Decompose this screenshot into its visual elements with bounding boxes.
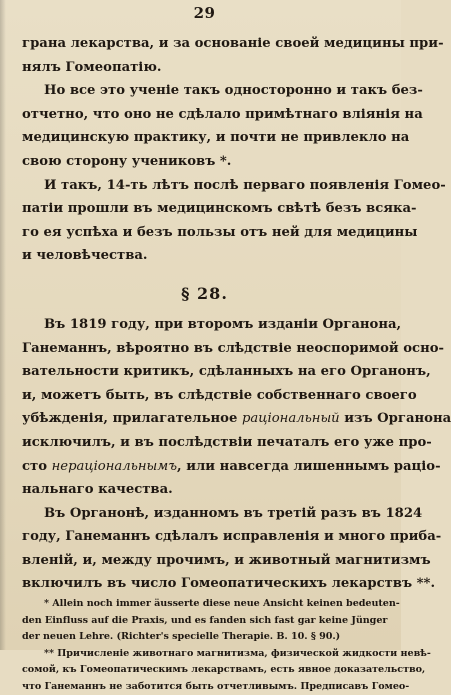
text-line: патіи прошли въ медицинскомъ свѣтѣ безъ всяка-	[22, 201, 417, 217]
text-line-with-emphasis	[22, 455, 441, 479]
text-line: и человѣчества.	[22, 248, 148, 264]
emphasis-word: раціональный	[241, 411, 340, 427]
footnote-line: ** Причисленіе животнаго магнитизма, физической жидкости невѣ-	[44, 647, 431, 659]
text-line: исключилъ, и въ послѣдствіи печаталъ его уже про-	[22, 434, 432, 450]
page-edge-shadow	[0, 0, 6, 650]
text-line: Въ Органонѣ, изданномъ въ третій разъ въ 1824	[44, 505, 423, 521]
text-line: Ганеманнъ, вѣроятно въ слѣдствіе неоспоримой осно-	[22, 340, 445, 356]
footnote-line: der neuen Lehre. (Richter's specielle Therapie. B. 10. § 90.)	[22, 631, 341, 643]
paragraph-1	[22, 32, 444, 79]
text-line: медицинскую практику, и почти не привлекло на	[22, 130, 410, 146]
text-line: вательности критикъ, сдѣланныхъ на его Органонъ,	[22, 364, 431, 380]
text-line: свою сторону учениковъ *.	[22, 153, 232, 169]
paragraph-2	[22, 79, 423, 173]
text-line: году, Ганеманнъ сдѣлалъ исправленія и много приба-	[22, 529, 442, 545]
page-number: 29	[193, 4, 216, 22]
text-line: Въ 1819 году, при второмъ изданіи Органона,	[44, 316, 402, 332]
text-line: го ея успѣха и безъ пользы отъ ней для медицины	[22, 224, 418, 240]
paragraph-5	[22, 502, 442, 596]
text-line: И такъ, 14-ть лѣтъ послѣ перваго появленія Гомео-	[44, 177, 446, 193]
text-line: отчетно, что оно не сдѣлало примѣтнаго вліянія на	[22, 106, 423, 122]
text-segment: убѣжденія, прилагательное	[22, 411, 242, 427]
text-line: грана лекарства, и за основаніе своей медицины при-	[22, 36, 444, 51]
footnote-line: сомой, къ Гомеопатическимъ лекарствамъ, есть явное доказательство,	[22, 664, 426, 676]
text-line: вленій, и, между прочимъ, и животный магнитизмъ	[22, 552, 431, 568]
text-line: Но все это ученіе такъ односторонно и такъ без-	[44, 83, 423, 99]
text-segment: сто	[22, 458, 52, 474]
emphasis-word: нераціональнымъ	[51, 458, 178, 474]
paragraph-3	[22, 174, 446, 268]
section-heading: § 28.	[181, 283, 228, 303]
text-segment: изъ Органона	[339, 411, 451, 427]
text-line: и, можетъ быть, въ слѣдствіе собственнаго своего	[22, 387, 417, 403]
paragraph-4	[22, 313, 451, 502]
footnote-line: что Ганеманнъ не заботится быть отчетливымъ. Предписавъ Гомео-	[22, 680, 410, 692]
footnotes	[22, 596, 431, 695]
text-line: нальнаго качества.	[22, 482, 173, 498]
text-segment: , или навсегда лишеннымъ раціо-	[177, 458, 441, 474]
footnote-line: den Einfluss auf die Praxis, und es fanden sich fast gar keine Jünger	[22, 614, 388, 626]
text-line-with-emphasis	[22, 407, 451, 431]
text-line: включилъ въ число Гомеопатическихъ лекарствъ **.	[22, 576, 436, 592]
text-line: нялъ Гомеопатію.	[22, 59, 162, 75]
footnote-line: * Allein noch immer äusserte diese neue Ansicht keinen bedeuten-	[44, 598, 400, 610]
